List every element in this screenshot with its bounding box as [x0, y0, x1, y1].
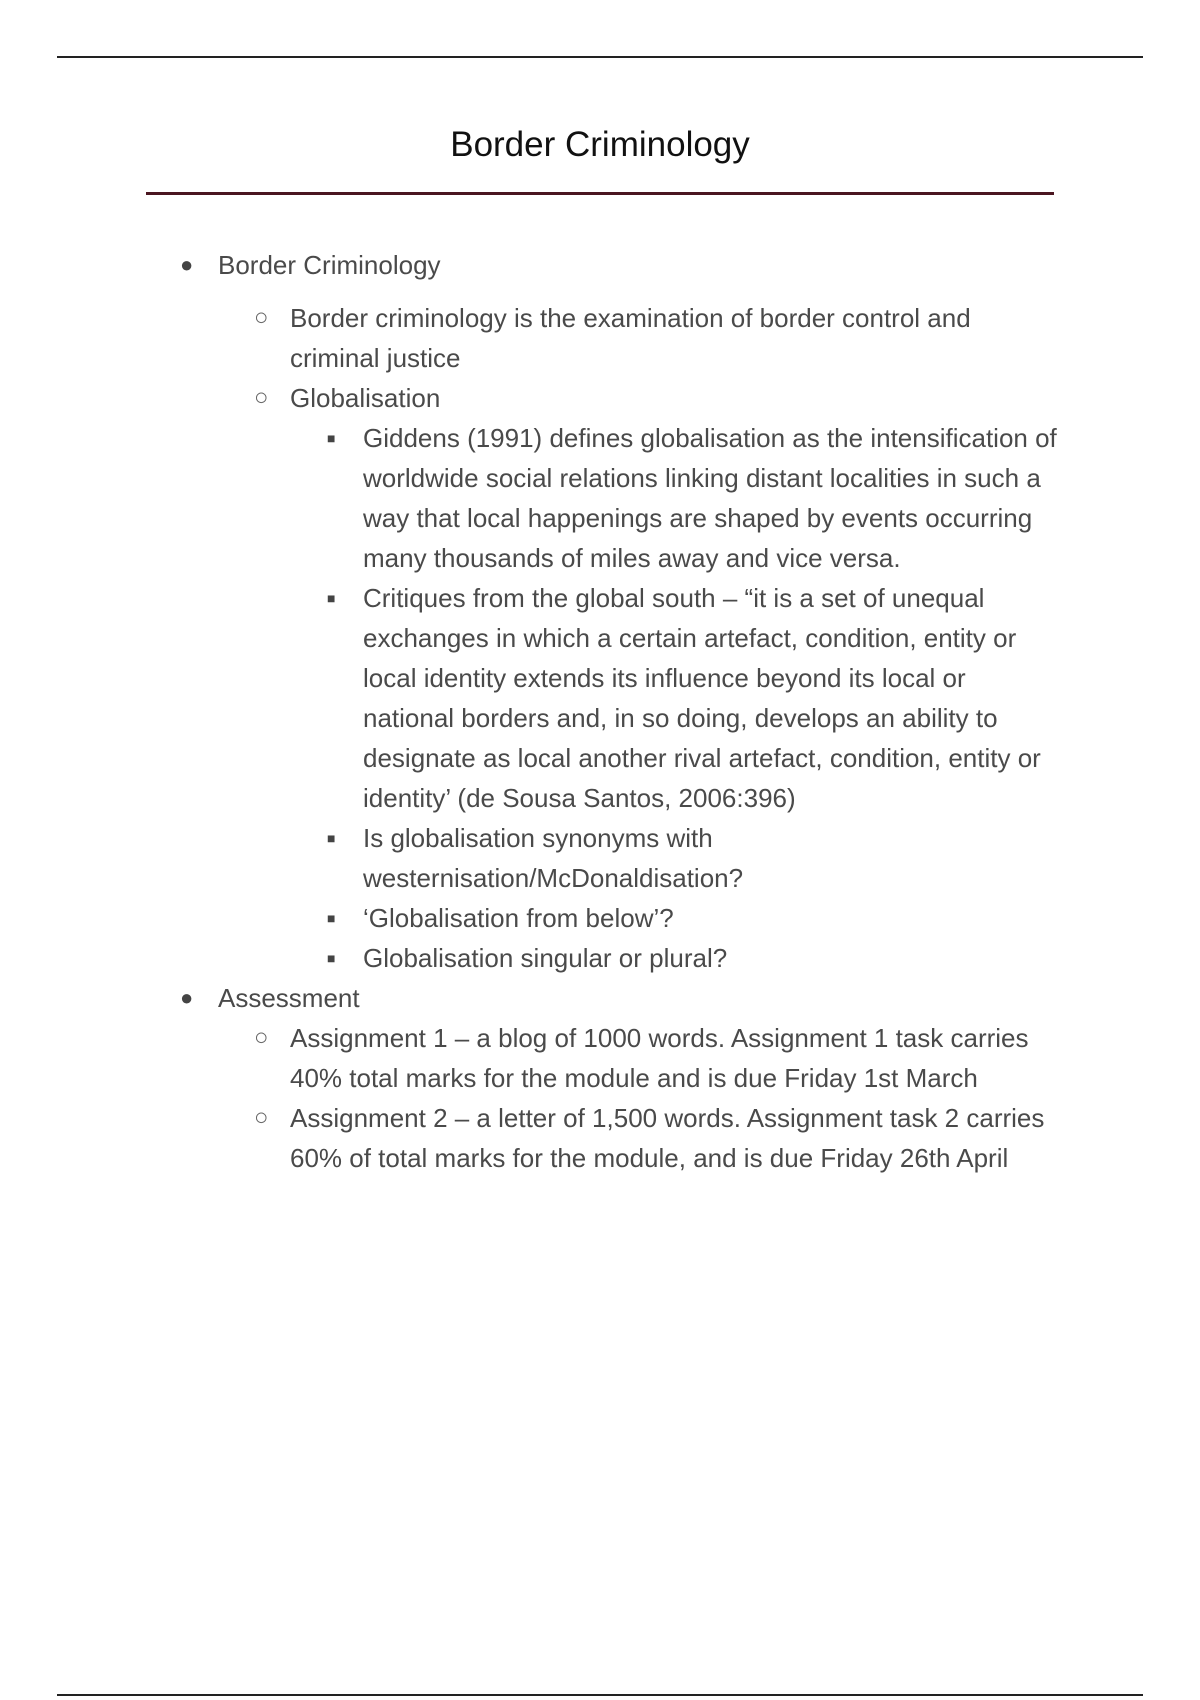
list-item: ○ Globalisation	[290, 378, 1060, 418]
list-item: ● Border Criminology	[218, 245, 1058, 285]
list-item: ■ ‘Globalisation from below’?	[363, 898, 1060, 938]
footer-rule	[57, 1694, 1143, 1696]
list-item: ■ Globalisation singular or plural?	[363, 938, 1060, 978]
document-body	[0, 245, 1200, 1178]
bullet-square-icon: ■	[327, 590, 336, 606]
bullet-circle-icon: ○	[254, 1104, 269, 1131]
bullet-square-icon: ■	[327, 830, 336, 846]
list-item: ○ Border criminology is the examination of border control and criminal justice	[290, 298, 1060, 378]
list-item: ■ Giddens (1991) defines globalisation as the intensification of worldwide social relations linking distant localities in such a way that local happenings are shaped by events occurring many thousands of miles away and vice versa.	[363, 418, 1060, 578]
bullet-square-icon: ■	[327, 950, 336, 966]
bullet-dot-icon: ●	[180, 985, 194, 1010]
list-item: ■ Critiques from the global south – “it is a set of unequal exchanges in which a certain artefact, condition, entity or local identity extends its influence beyond its local or national borders and, in so doing, develops an ability to designate as local another rival artefact, condition, entity or identity’ (de Sousa Santos, 2006:396)	[363, 578, 1060, 818]
bullet-square-icon: ■	[327, 910, 336, 926]
bullet-circle-icon: ○	[254, 304, 269, 331]
bullet-square-icon: ■	[327, 430, 336, 446]
list-item: ○ Assignment 1 – a blog of 1000 words. Assignment 1 task carries 40% total marks for the module and is due Friday 1st March	[290, 1018, 1060, 1098]
list-item: ● Assessment	[218, 978, 1058, 1018]
bullet-circle-icon: ○	[254, 1024, 269, 1051]
list-item: ○ Assignment 2 – a letter of 1,500 words. Assignment task 2 carries 60% of total marks for the module, and is due Friday 26th April	[290, 1098, 1060, 1178]
list-item: ■ Is globalisation synonyms with westernisation/McDonaldisation?	[363, 818, 1060, 898]
header-rule	[57, 56, 1143, 58]
title-underline	[146, 192, 1054, 195]
bullet-circle-icon: ○	[254, 384, 269, 411]
page-title: Border Criminology	[450, 125, 750, 164]
bullet-dot-icon: ●	[180, 252, 194, 277]
